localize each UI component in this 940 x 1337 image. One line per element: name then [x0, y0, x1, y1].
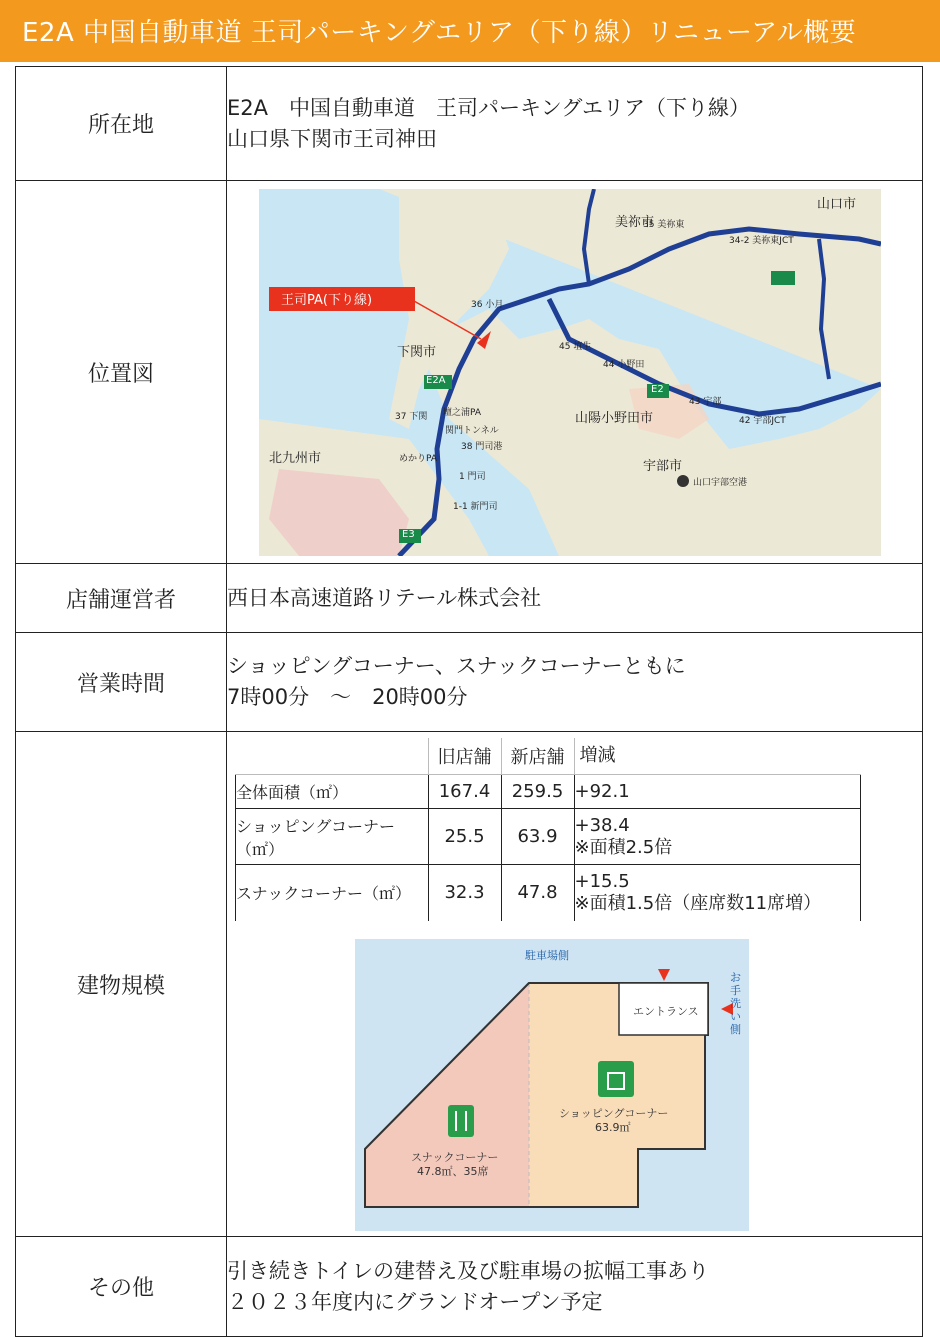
map-place-sanyoonoda: 山陽小野田市	[575, 410, 654, 426]
table-row	[236, 865, 861, 921]
area-row-change	[574, 775, 861, 809]
other-row	[16, 1237, 923, 1337]
location-row	[16, 67, 923, 181]
map-route-e2a: E2A	[426, 374, 446, 386]
map-node-kanmon-tunnel: 関門トンネル	[445, 425, 499, 436]
map-place-kitakyushu: 北九州市	[269, 450, 322, 466]
map-place-yamaguchi: 山口市	[817, 196, 857, 212]
other-line1: 引き続きトイレの建替え及び駐車場の拡幅工事あり	[227, 1258, 709, 1283]
map-node-mekari-pa: めかりPA	[399, 453, 438, 464]
location-map	[259, 189, 881, 556]
area-row-change-note: ※面積1.5倍（座席数11席増）	[574, 892, 822, 914]
area-row-change	[574, 865, 861, 921]
shopping-corner-label: ショッピングコーナー	[559, 1106, 669, 1120]
map-node-habu: 45 埴生	[559, 341, 592, 352]
area-table	[235, 738, 861, 921]
table-row	[236, 775, 861, 809]
building-cell	[227, 732, 923, 1237]
location-line2: 山口県下関市王司神田	[227, 126, 437, 151]
other-label: その他	[16, 1237, 227, 1337]
area-row-name: 全体面積（㎡）	[236, 775, 429, 809]
map-node-onoda: 44 小野田	[603, 359, 645, 370]
area-row-old: 167.4	[428, 775, 501, 809]
map-node-moji: 1 門司	[459, 471, 486, 482]
floor-plan	[355, 939, 749, 1231]
map-node-shinmoji: 1-1 新門司	[453, 501, 498, 512]
map-place-mine: 美祢市	[615, 214, 655, 230]
other-line2: ２０２３年度内にグランドオープン予定	[227, 1289, 603, 1314]
map-place-shimonoseki: 下関市	[397, 344, 437, 360]
area-row-new: 63.9	[501, 809, 574, 865]
map-node-ube: 43 宇部	[689, 396, 722, 407]
area-row-old: 32.3	[428, 865, 501, 921]
area-row-change-value: +15.5	[574, 870, 630, 892]
area-header-row	[236, 738, 861, 775]
area-row-old: 25.5	[428, 809, 501, 865]
operator-label: 店舗運営者	[16, 564, 227, 633]
map-label: 位置図	[16, 181, 227, 564]
map-callout: 王司PA(下り線)	[281, 292, 373, 308]
map-route-e3: E3	[402, 528, 415, 540]
hours-line1: ショッピングコーナー、スナックコーナーともに	[227, 654, 686, 678]
area-row-new: 259.5	[501, 775, 574, 809]
map-route-e2: E2	[651, 383, 664, 395]
operator-row	[16, 564, 923, 633]
hours-row	[16, 633, 923, 732]
area-row-change-value: +92.1	[574, 780, 630, 802]
area-row-change-note: ※面積2.5倍	[574, 836, 673, 858]
entrance-label: エントランス	[633, 1004, 699, 1018]
operator-value: 西日本高速道路リテール株式会社	[227, 564, 923, 633]
parking-side-label: 駐車場側	[525, 948, 569, 962]
overview-table	[15, 66, 923, 1337]
map-node-mojiko: 38 門司港	[461, 441, 503, 452]
map-node-mine-higashi-jct: 34-2 美祢東JCT	[729, 235, 794, 246]
building-row	[16, 732, 923, 1237]
area-row-new: 47.8	[501, 865, 574, 921]
other-value	[227, 1237, 923, 1337]
snack-corner-area: 47.8㎡、35席	[417, 1164, 489, 1178]
map-node-kozuki: 36 小月	[471, 299, 504, 310]
location-value	[227, 67, 923, 181]
area-row-name: ショッピングコーナー（㎡）	[236, 809, 429, 865]
washroom-side-label: お手洗い側	[730, 970, 741, 1036]
hours-line2: 7時00分 ～ 20時00分	[227, 685, 468, 709]
page-title: E2A 中国自動車道 王司パーキングエリア（下り線）リニューアル概要	[22, 18, 857, 48]
map-place-ube: 宇部市	[643, 458, 683, 474]
map-node-mine-higashi: 35 美祢東	[643, 219, 685, 230]
location-line1: E2A 中国自動車道 王司パーキングエリア（下り線）	[227, 95, 750, 120]
map-cell	[227, 181, 923, 564]
area-header-blank	[236, 738, 429, 775]
snack-corner-label: スナックコーナー	[411, 1150, 499, 1164]
hours-label: 営業時間	[16, 633, 227, 732]
area-header-new: 新店舗	[501, 738, 574, 775]
map-node-ube-jct: 42 宇部JCT	[739, 415, 786, 426]
area-row-name: スナックコーナー（㎡）	[236, 865, 429, 921]
area-row-change-value: +38.4	[574, 814, 630, 836]
map-node-airport: 山口宇部空港	[693, 477, 748, 488]
title-banner	[0, 0, 940, 62]
location-label: 所在地	[16, 67, 227, 181]
map-node-dannoura-pa: 壇之浦PA	[443, 407, 482, 418]
map-node-shimonoseki: 37 下関	[395, 411, 428, 422]
area-row-change	[574, 809, 861, 865]
building-label: 建物規模	[16, 732, 227, 1237]
table-row	[236, 809, 861, 865]
area-header-old: 旧店舗	[428, 738, 501, 775]
area-header-change: 増減	[574, 738, 861, 775]
shopping-corner-area: 63.9㎡	[595, 1120, 631, 1134]
hours-value	[227, 633, 923, 732]
map-row	[16, 181, 923, 564]
